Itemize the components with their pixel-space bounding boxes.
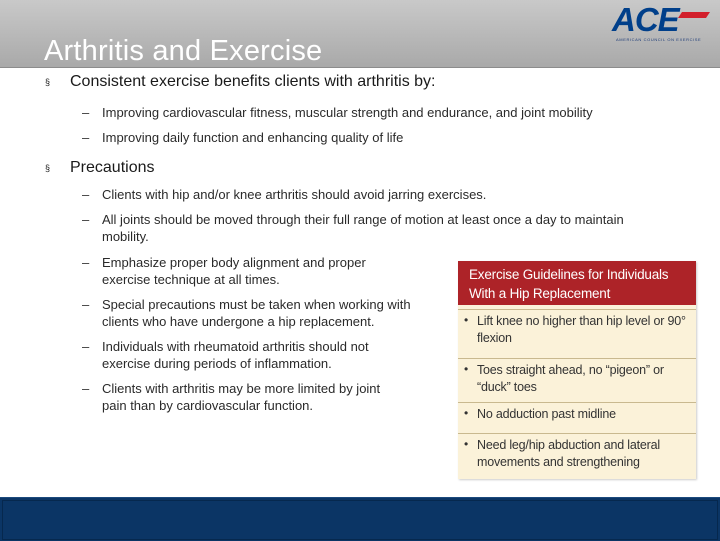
logo-swoosh-icon xyxy=(676,10,710,36)
bullet-marker: § xyxy=(45,163,51,173)
bullet-marker: § xyxy=(45,77,51,87)
guideline-text: Need leg/hip abduction and lateral movements and strengthening xyxy=(477,438,660,469)
sub-bullet-item: Improving daily function and enhancing quality of life xyxy=(102,130,404,145)
sub-bullet-item: Individuals with rheumatoid arthritis should not exercise during periods of inflammation. xyxy=(102,339,369,371)
sub-bullet-marker: – xyxy=(82,105,90,120)
footer-frame xyxy=(2,500,718,540)
header-band xyxy=(0,0,720,68)
sub-bullet-marker: – xyxy=(82,130,90,145)
logo-tagline: AMERICAN COUNCIL ON EXERCISE xyxy=(616,37,702,42)
sub-bullet-marker: – xyxy=(82,212,90,227)
sub-bullet-item: Special precautions must be taken when working with clients who have undergone a hip replacement. xyxy=(102,297,411,329)
guidelines-title: Exercise Guidelines for Individuals With a Hip Replacement xyxy=(469,267,669,301)
guideline-row xyxy=(458,433,696,478)
guideline-row xyxy=(458,309,696,358)
guideline-row xyxy=(458,402,696,429)
sub-bullet-item: Clients with arthritis may be more limited by joint pain than by cardiovascular function. xyxy=(102,381,381,413)
sub-bullet-marker: – xyxy=(82,255,90,270)
sub-bullet-marker: – xyxy=(82,297,90,312)
bullet-precautions: Precautions xyxy=(70,159,155,176)
page-title: Arthritis and Exercise xyxy=(44,35,323,67)
sub-bullet-item: Clients with hip and/or knee arthritis should avoid jarring exercises. xyxy=(102,187,487,202)
ace-logo xyxy=(612,1,714,44)
sub-bullet-marker: – xyxy=(82,339,90,354)
guideline-bullet: • xyxy=(464,362,469,376)
sub-bullet-item: Improving cardiovascular fitness, muscular strength and endurance, and joint mobility xyxy=(102,105,593,120)
sub-bullet-item: All joints should be moved through their full range of motion at least once a day to maintain mobility. xyxy=(102,212,624,244)
guideline-bullet: • xyxy=(464,406,469,420)
sub-bullet-marker: – xyxy=(82,381,90,396)
bullet-benefits: Consistent exercise benefits clients with arthritis by: xyxy=(70,73,436,90)
logo-text: ACE xyxy=(612,1,679,38)
guideline-text: Lift knee no higher than hip level or 90° flexion xyxy=(477,314,686,345)
footer-band xyxy=(0,497,720,541)
guideline-row xyxy=(458,358,696,400)
hip-replacement-guidelines-table xyxy=(458,261,696,479)
guideline-bullet: • xyxy=(464,313,469,327)
sub-bullet-item: Emphasize proper body alignment and proper exercise technique at all times. xyxy=(102,255,366,287)
sub-bullet-marker: – xyxy=(82,187,90,202)
guideline-bullet: • xyxy=(464,437,469,451)
guideline-text: No adduction past midline xyxy=(477,407,616,421)
guideline-text: Toes straight ahead, no “pigeon” or “duck” toes xyxy=(477,363,664,394)
guidelines-header xyxy=(458,261,696,305)
